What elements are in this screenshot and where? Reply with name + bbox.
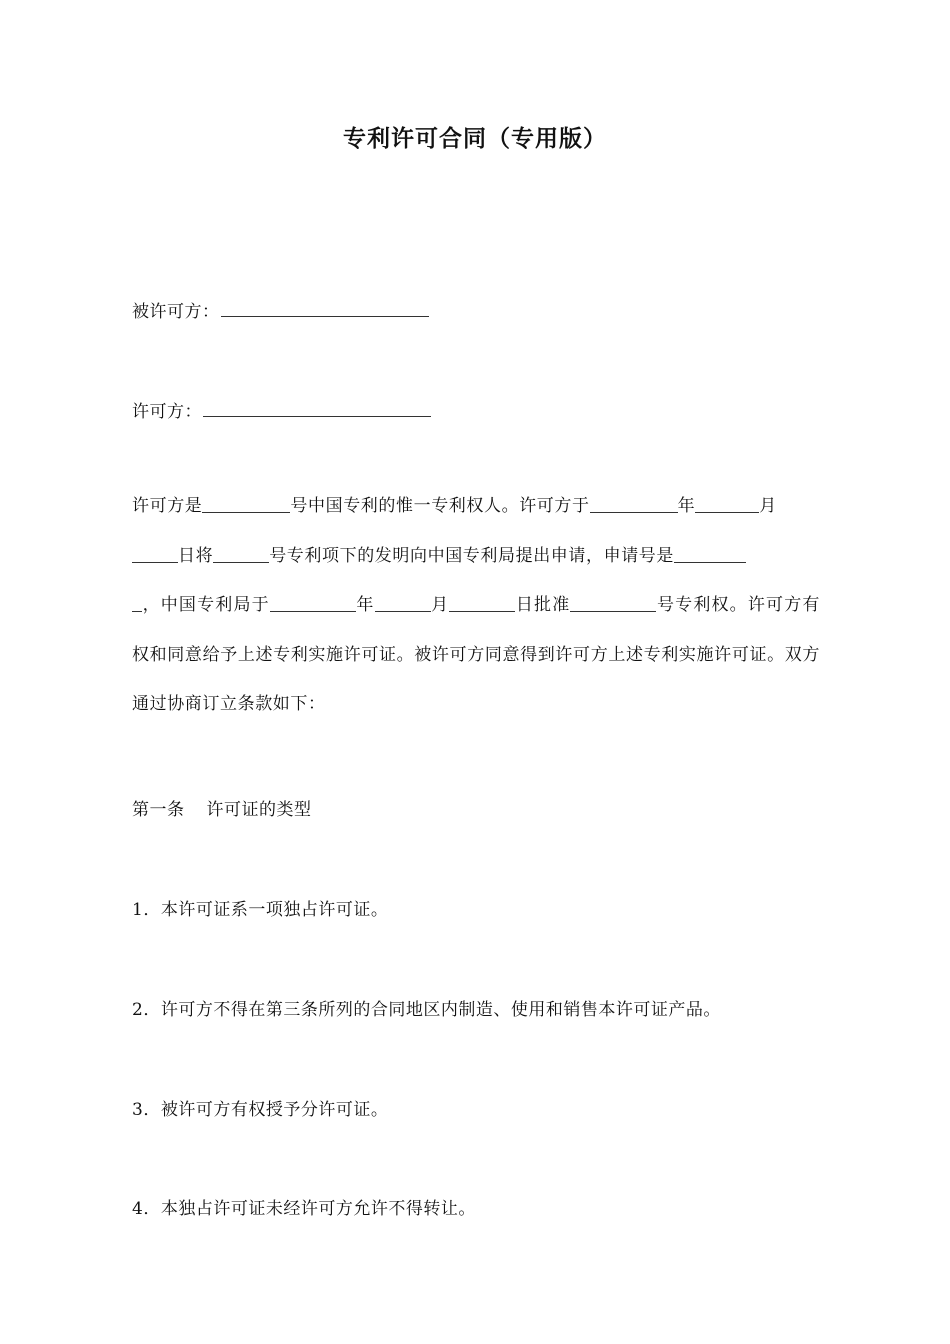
licensee-blank[interactable]: [221, 300, 429, 317]
month-blank[interactable]: [695, 494, 759, 513]
document-title: 专利许可合同（专用版）: [343, 126, 607, 152]
preamble-text: 号专利权。许可方有权和同意给予上述专利实施许可证。被许可方同意得到许可方上述专利实施许可证。双方通过协商订立条款如下：: [132, 595, 820, 714]
preamble-text: 号专利项下的发明向中国专利局提出申请，申请号是: [269, 545, 675, 566]
article1-heading: [132, 795, 312, 820]
preamble-text: 年: [677, 496, 696, 516]
list-item: 4．本独占许可证未经许可方允许不得转让。: [132, 1199, 476, 1219]
preamble-text: 日将: [178, 545, 214, 566]
approval-month-blank[interactable]: [375, 593, 431, 612]
preamble-text: 月: [759, 496, 777, 516]
list-item: 2．许可方不得在第三条所列的合同地区内制造、使用和销售本许可证产品。: [132, 1000, 721, 1020]
application-number-blank[interactable]: [674, 544, 746, 563]
list-item: 3．被许可方有权授予分许可证。: [132, 1100, 389, 1120]
licensor-blank[interactable]: [203, 400, 431, 417]
year-blank[interactable]: [590, 494, 678, 513]
licensor-label: 许可方：: [132, 402, 202, 422]
preamble-text: 许可方是: [132, 496, 203, 516]
day-blank[interactable]: [132, 544, 178, 563]
licensee-label: 被许可方：: [132, 302, 220, 322]
preamble-text: 月: [430, 595, 450, 615]
application-number-blank-cont[interactable]: [132, 593, 142, 612]
preamble-text: 日批准: [515, 595, 571, 615]
licensee-line: [132, 297, 430, 322]
preamble-text: 年: [355, 595, 375, 615]
approval-year-blank[interactable]: [270, 593, 356, 612]
list-item: 1．本许可证系一项独占许可证。: [132, 900, 389, 920]
article1-number: 第一条: [132, 800, 185, 820]
preamble-text: 号中国专利的惟一专利权人。许可方于: [290, 496, 590, 516]
preamble-text: ，中国专利局于: [142, 595, 270, 615]
licensor-line: [132, 397, 432, 422]
preamble-paragraph: [132, 482, 820, 730]
patent-number-blank[interactable]: [202, 494, 290, 513]
approval-day-blank[interactable]: [449, 593, 515, 612]
patent-item-blank[interactable]: [213, 544, 269, 563]
granted-patent-blank[interactable]: [570, 593, 656, 612]
article1-title: 许可证的类型: [206, 800, 312, 820]
